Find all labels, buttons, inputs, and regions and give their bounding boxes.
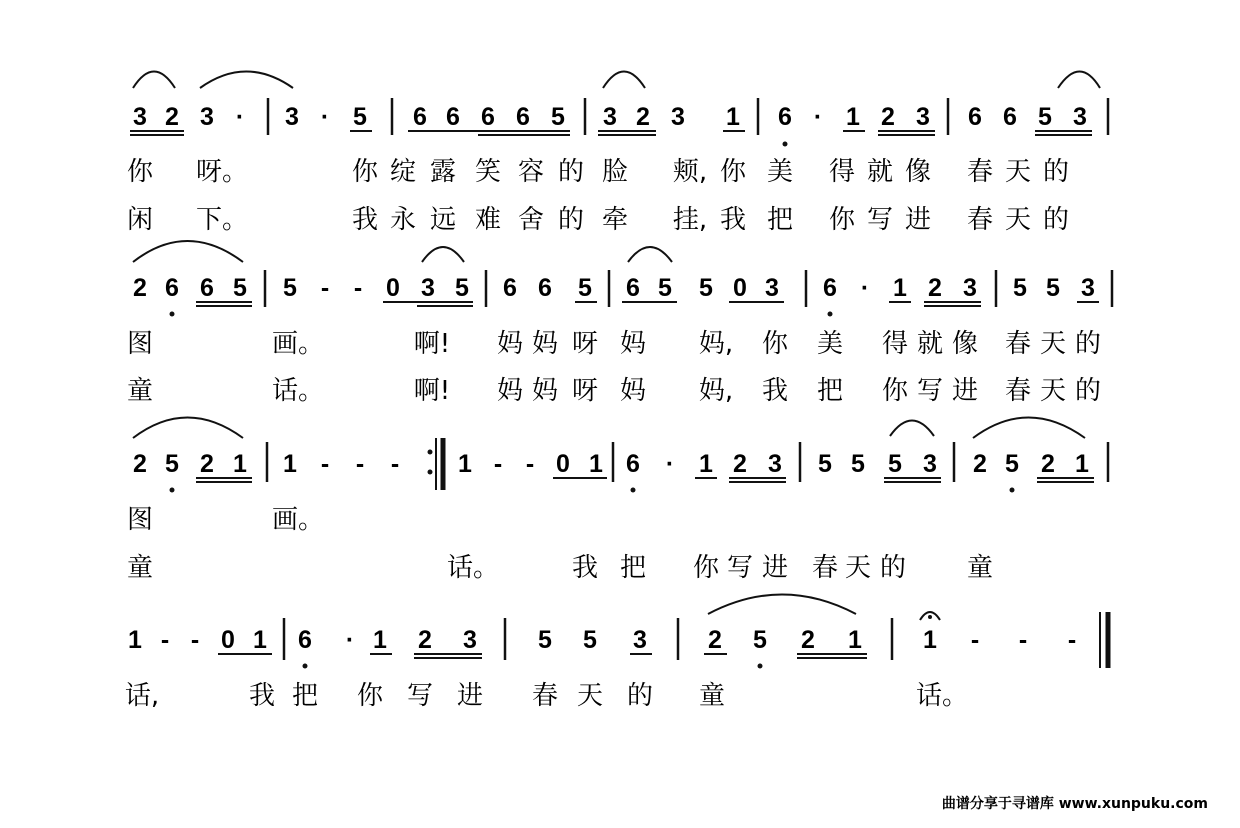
note: 5 — [578, 274, 592, 302]
lyric: 妈 — [496, 376, 524, 406]
lyric: 啊! — [413, 329, 451, 359]
note: 3 — [768, 450, 782, 478]
note: 2 — [881, 103, 895, 131]
slur — [133, 418, 243, 439]
lyric: 春 — [966, 205, 994, 235]
note: 6 — [823, 274, 837, 302]
note: 5 — [818, 450, 832, 478]
lyric: 画。 — [271, 505, 325, 535]
note: 2 — [928, 274, 942, 302]
lyric: 画。 — [271, 329, 325, 359]
note: 1 — [283, 450, 297, 478]
lyric: 的 — [1074, 376, 1102, 406]
lyric: 永 — [389, 205, 417, 235]
lyric-row-3b — [127, 553, 993, 583]
note: 1 — [893, 274, 907, 302]
note: 3 — [923, 450, 937, 478]
note: 3 — [200, 103, 214, 131]
note: 5 — [1013, 274, 1027, 302]
lyric: 童 — [698, 681, 726, 711]
slur — [133, 241, 243, 262]
lyric: 妈 — [619, 376, 647, 406]
lyric: 春 — [1004, 329, 1032, 359]
dash: - — [970, 626, 980, 654]
lyric-row-2a — [127, 329, 1101, 359]
note: 3 — [671, 103, 685, 131]
lyric: 妈 — [619, 329, 647, 359]
note: 2 — [636, 103, 650, 131]
lyric: 把 — [619, 553, 647, 583]
lyric: 颊, — [672, 157, 708, 187]
note: 0 — [556, 450, 570, 478]
lyric: 把 — [291, 681, 319, 711]
lyric: 图 — [126, 505, 154, 535]
dash: - — [160, 626, 170, 654]
note: 2 — [733, 450, 747, 478]
lyric: 的 — [557, 157, 585, 187]
lyric: 我 — [761, 376, 789, 406]
lyric: 舍 — [517, 205, 545, 235]
note: 3 — [421, 274, 435, 302]
note: 5 — [753, 626, 767, 654]
note: 6 — [626, 274, 640, 302]
note: 6 — [298, 626, 312, 654]
lyric: 的 — [1074, 329, 1102, 359]
note: 5 — [165, 450, 179, 478]
repeat-end-sign — [428, 438, 444, 490]
note: 2 — [165, 103, 179, 131]
lyric: 写 — [406, 681, 434, 711]
note: 0 — [386, 274, 400, 302]
lyric-row-1a — [127, 157, 1069, 187]
lyric: 啊! — [413, 376, 451, 406]
note: 6 — [503, 274, 517, 302]
lyric: 你 — [126, 157, 154, 187]
lyric: 话。 — [915, 681, 969, 711]
note: 5 — [1038, 103, 1052, 131]
augmentation-dot: · — [860, 274, 870, 302]
note: 1 — [589, 450, 603, 478]
note: 1 — [923, 626, 937, 654]
note: 5 — [851, 450, 865, 478]
lyric: 的 — [626, 681, 654, 711]
lyric: 呀 — [571, 376, 599, 406]
note: 2 — [200, 450, 214, 478]
lyric: 你 — [356, 681, 384, 711]
note: 6 — [413, 103, 427, 131]
note: 3 — [765, 274, 779, 302]
note: 5 — [455, 274, 469, 302]
slur — [1058, 72, 1100, 89]
lyric: 的 — [1042, 205, 1070, 235]
site-credit: 曲谱分享于寻谱库 www.xunpuku.com — [941, 796, 1208, 812]
augmentation-dot: · — [665, 450, 675, 478]
note: 0 — [733, 274, 747, 302]
octave-dot — [828, 312, 833, 317]
lyric-row-1b — [127, 205, 1069, 235]
slur — [422, 247, 464, 262]
lyric: 你 — [719, 157, 747, 187]
note: 2 — [418, 626, 432, 654]
lyric: 得 — [881, 329, 909, 359]
note: 2 — [801, 626, 815, 654]
lyric: 你 — [881, 376, 909, 406]
note: 6 — [778, 103, 792, 131]
note: 1 — [848, 626, 862, 654]
dash: - — [1067, 626, 1077, 654]
note: 2 — [973, 450, 987, 478]
lyric: 远 — [429, 205, 457, 235]
octave-dot — [1010, 488, 1015, 493]
slur — [708, 595, 856, 615]
note: 1 — [846, 103, 860, 131]
slur — [603, 72, 645, 89]
lyric: 露 — [429, 157, 457, 187]
notation-row-3 — [133, 418, 1108, 493]
note: 1 — [373, 626, 387, 654]
lyric: 的 — [879, 553, 907, 583]
lyric: 天 — [844, 553, 872, 583]
lyric: 就 — [866, 157, 894, 187]
lyric: 挂, — [672, 205, 708, 235]
note: 5 — [699, 274, 713, 302]
lyric: 进 — [456, 681, 484, 711]
note: 6 — [1003, 103, 1017, 131]
lyric: 童 — [126, 553, 154, 583]
note: 3 — [285, 103, 299, 131]
lyric: 得 — [828, 157, 856, 187]
lyric: 进 — [951, 376, 979, 406]
octave-dot — [303, 664, 308, 669]
lyric: 我 — [248, 681, 276, 711]
lyric: 把 — [816, 376, 844, 406]
note: 0 — [221, 626, 235, 654]
note: 5 — [583, 626, 597, 654]
note: 3 — [1081, 274, 1095, 302]
slur — [200, 72, 293, 89]
dash: - — [493, 450, 503, 478]
lyric: 妈 — [531, 329, 559, 359]
dash: - — [320, 450, 330, 478]
lyric: 你 — [828, 205, 856, 235]
dash: - — [1018, 626, 1028, 654]
lyric: 笑 — [474, 157, 502, 187]
lyric: 的 — [1042, 157, 1070, 187]
lyric: 童 — [966, 553, 994, 583]
lyric: 话, — [124, 681, 160, 711]
lyric: 话。 — [446, 553, 500, 583]
lyric: 图 — [126, 329, 154, 359]
lyric: 你 — [692, 553, 720, 583]
dash: - — [353, 274, 363, 302]
lyric: 天 — [1004, 205, 1032, 235]
note: 1 — [458, 450, 472, 478]
slur — [628, 247, 672, 262]
note: 6 — [200, 274, 214, 302]
lyric: 美 — [766, 157, 794, 187]
octave-dot — [783, 142, 788, 147]
lyric: 像 — [904, 157, 932, 187]
lyric: 天 — [1004, 157, 1032, 187]
note: 2 — [708, 626, 722, 654]
lyric: 写 — [866, 205, 894, 235]
notation-row-2 — [133, 241, 1112, 317]
note: 3 — [463, 626, 477, 654]
lyric: 写 — [916, 376, 944, 406]
lyric: 妈 — [531, 376, 559, 406]
note: 5 — [1005, 450, 1019, 478]
lyric: 话。 — [271, 376, 325, 406]
note: 1 — [726, 103, 740, 131]
augmentation-dot: · — [320, 103, 330, 131]
note: 5 — [233, 274, 247, 302]
lyric: 天 — [1039, 329, 1067, 359]
lyric: 脸 — [601, 157, 629, 187]
augmentation-dot: · — [345, 626, 355, 654]
dash: - — [355, 450, 365, 478]
lyric: 我 — [351, 205, 379, 235]
note: 6 — [968, 103, 982, 131]
note: 6 — [446, 103, 460, 131]
lyric: 呀。 — [195, 157, 249, 187]
note: 1 — [233, 450, 247, 478]
lyric: 你 — [351, 157, 379, 187]
fermata-dot — [928, 615, 932, 619]
note: 3 — [1073, 103, 1087, 131]
note: 5 — [1046, 274, 1060, 302]
note: 2 — [1041, 450, 1055, 478]
note: 1 — [699, 450, 713, 478]
lyric: 美 — [816, 329, 844, 359]
lyric: 我 — [571, 553, 599, 583]
octave-dot — [758, 664, 763, 669]
lyric: 写 — [726, 553, 754, 583]
lyric: 进 — [904, 205, 932, 235]
note: 5 — [353, 103, 367, 131]
dash: - — [320, 274, 330, 302]
lyric: 妈, — [698, 376, 734, 406]
octave-dot — [631, 488, 636, 493]
augmentation-dot: · — [813, 103, 823, 131]
notation-row-1 — [130, 72, 1108, 147]
dash: - — [390, 450, 400, 478]
lyric: 难 — [474, 205, 502, 235]
lyric-row-3a — [127, 505, 324, 535]
dash: - — [190, 626, 200, 654]
note: 6 — [165, 274, 179, 302]
note: 6 — [626, 450, 640, 478]
lyric: 就 — [916, 329, 944, 359]
note: 3 — [133, 103, 147, 131]
note: 1 — [1075, 450, 1089, 478]
note: 3 — [963, 274, 977, 302]
lyric: 下。 — [195, 205, 249, 235]
note: 3 — [603, 103, 617, 131]
slur — [890, 421, 934, 437]
note: 1 — [128, 626, 142, 654]
octave-dot — [170, 488, 175, 493]
note: 6 — [481, 103, 495, 131]
lyric: 进 — [761, 553, 789, 583]
lyric: 的 — [557, 205, 585, 235]
lyric: 春 — [966, 157, 994, 187]
lyric: 绽 — [389, 157, 417, 187]
lyric: 天 — [1039, 376, 1067, 406]
lyric: 童 — [126, 376, 154, 406]
dash: - — [525, 450, 535, 478]
lyric: 像 — [951, 329, 979, 359]
lyric-row-4 — [125, 681, 968, 711]
note: 3 — [916, 103, 930, 131]
note: 5 — [538, 626, 552, 654]
note: 3 — [633, 626, 647, 654]
lyric: 呀 — [571, 329, 599, 359]
slur — [133, 72, 175, 89]
lyric: 天 — [576, 681, 604, 711]
slur — [973, 418, 1085, 439]
note: 2 — [133, 450, 147, 478]
lyric: 牵 — [601, 205, 629, 235]
octave-dot — [170, 312, 175, 317]
lyric: 把 — [766, 205, 794, 235]
note: 1 — [253, 626, 267, 654]
note: 5 — [658, 274, 672, 302]
note: 6 — [538, 274, 552, 302]
note: 6 — [516, 103, 530, 131]
note: 5 — [551, 103, 565, 131]
lyric: 妈, — [698, 329, 734, 359]
lyric: 闲 — [126, 205, 154, 235]
note: 2 — [133, 274, 147, 302]
lyric: 春 — [531, 681, 559, 711]
lyric: 你 — [761, 329, 789, 359]
note: 5 — [888, 450, 902, 478]
lyric: 妈 — [496, 329, 524, 359]
lyric: 春 — [811, 553, 839, 583]
augmentation-dot: · — [235, 103, 245, 131]
lyric: 春 — [1004, 376, 1032, 406]
final-bar-line — [1100, 612, 1108, 668]
lyric-row-2b — [127, 376, 1101, 406]
note: 5 — [283, 274, 297, 302]
notation-row-4 — [128, 595, 1108, 669]
lyric: 容 — [517, 157, 545, 187]
lyric: 我 — [719, 205, 747, 235]
